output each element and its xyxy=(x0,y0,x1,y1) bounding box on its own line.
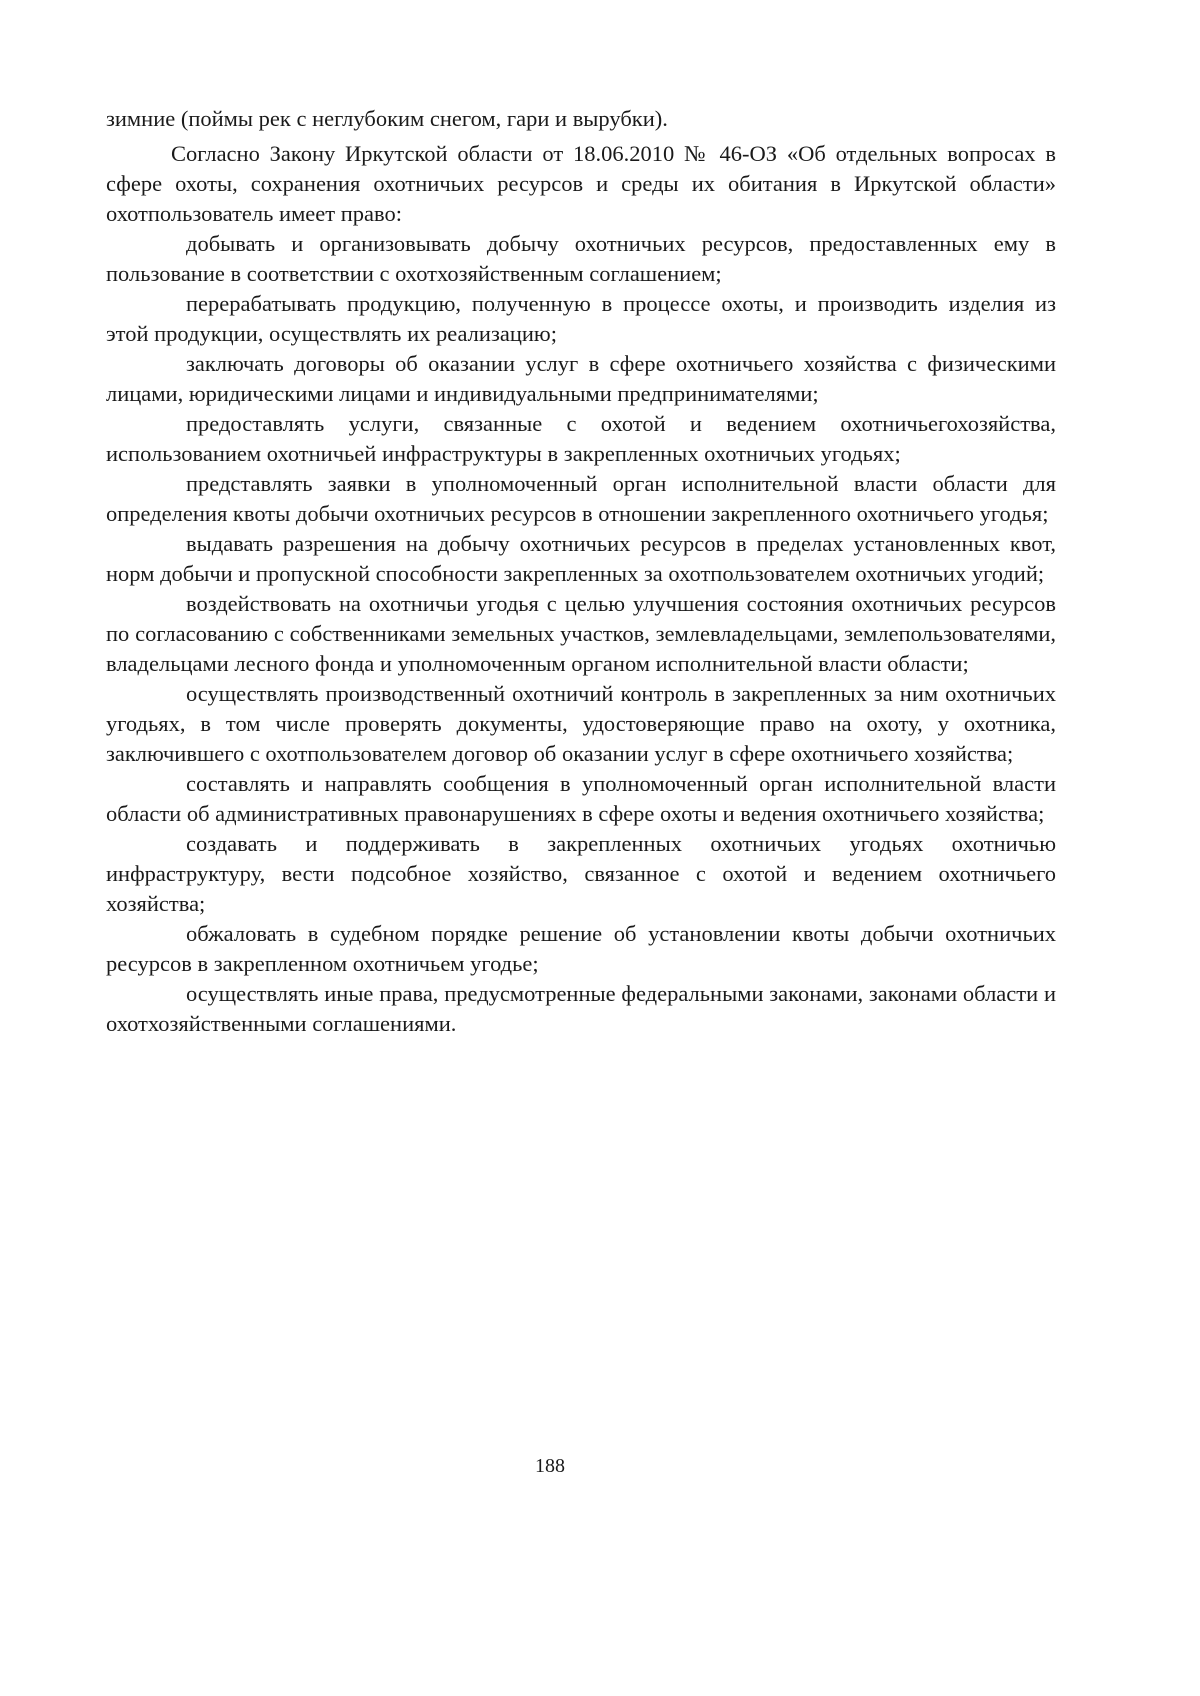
right-item-1: добывать и организовывать добычу охотничьих ресурсов, предоставленных ему в пользование в соответствии с охотхозяйственным соглашением; xyxy=(106,231,1056,286)
right-item-2: перерабатывать продукцию, полученную в процессе охоты, и производить изделия из этой продукции, осуществлять их реализацию; xyxy=(106,291,1056,346)
right-item-7: воздействовать на охотничьи угодья с целью улучшения состояния охотничьих ресурсов по согласованию с собственниками земельных участков, землевладельцами, землепользователями, владельцами лесного фонда и уполномоченным органом исполнительной власти области; xyxy=(106,591,1056,676)
right-item-12: осуществлять иные права, предусмотренные федеральными законами, законами области и охотхозяйственными соглашениями. xyxy=(106,981,1056,1036)
right-item-10: создавать и поддерживать в закрепленных охотничьих угодьях охотничью инфраструктуру, вести подсобное хозяйство, связанное с охотой и ведением охотничьего хозяйства; xyxy=(106,831,1056,916)
page-number: 188 xyxy=(535,1455,565,1477)
right-item-4: предоставлять услуги, связанные с охотой и ведением охотничьегохозяйства, использованием охотничьей инфраструктуры в закрепленных охотничьих угодьях; xyxy=(106,411,1056,466)
document-body xyxy=(106,104,1056,1039)
right-item-11: обжаловать в судебном порядке решение об установлении квоты добычи охотничьих ресурсов в закрепленном охотничьем угодье; xyxy=(106,921,1056,976)
right-item-6: выдавать разрешения на добычу охотничьих ресурсов в пределах установленных квот, норм добычи и пропускной способности закрепленных за охотпользователем охотничьих угодий; xyxy=(106,531,1056,586)
right-item-9: составлять и направлять сообщения в уполномоченный орган исполнительной власти области об административных правонарушениях в сфере охоты и ведения охотничьего хозяйства; xyxy=(106,771,1056,826)
law-reference-paragraph: Согласно Закону Иркутской области от 18.06.2010 № 46-ОЗ «Об отдельных вопросах в сфере охоты, сохранения охотничьих ресурсов и среды их обитания в Иркутской области» охотпользователь имеет право: xyxy=(106,141,1056,226)
right-item-5: представлять заявки в уполномоченный орган исполнительной власти области для определения квоты добычи охотничьих ресурсов в отношении закрепленного охотничьего угодья; xyxy=(106,471,1056,526)
intro-line: зимние (поймы рек с неглубоким снегом, гари и вырубки). xyxy=(106,106,668,131)
right-item-8: осуществлять производственный охотничий контроль в закрепленных за ним охотничьих угодьях, в том числе проверять документы, удостоверяющие право на охоту, у охотника, заключившего с охотпользователем договор об оказании услуг в сфере охотничьего хозяйства; xyxy=(106,681,1056,766)
right-item-3: заключать договоры об оказании услуг в сфере охотничьего хозяйства с физическими лицами, юридическими лицами и индивидуальными предпринимателями; xyxy=(106,351,1056,406)
